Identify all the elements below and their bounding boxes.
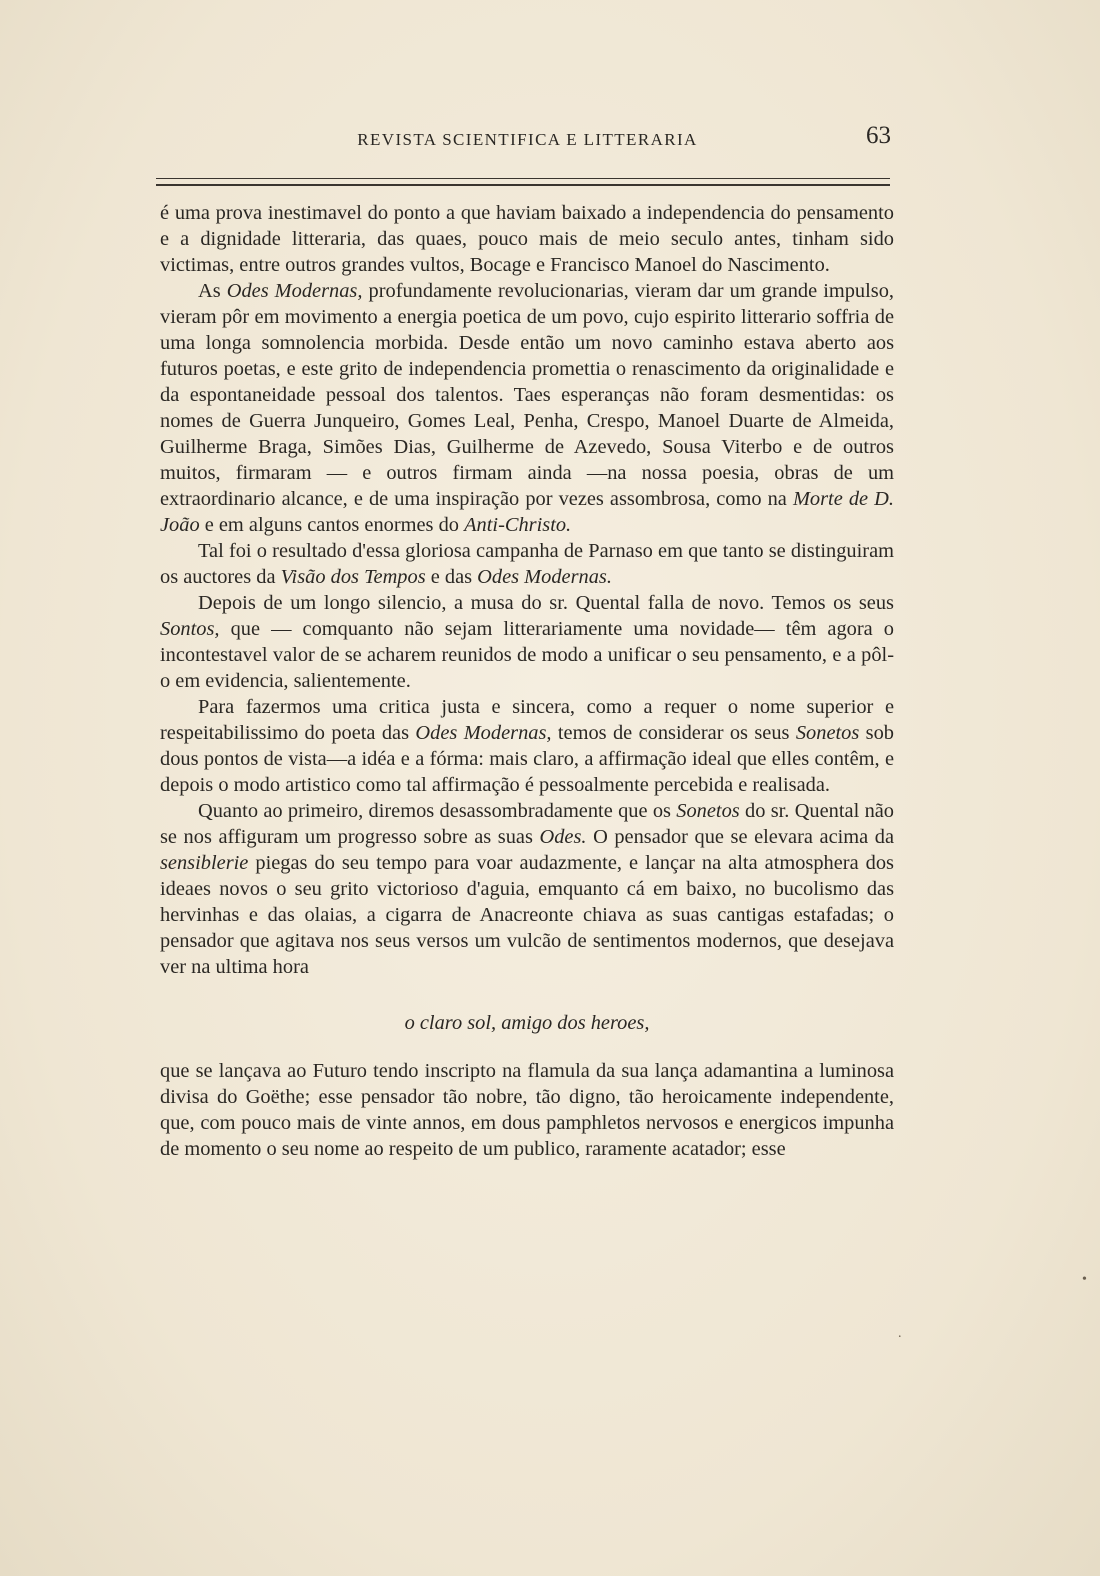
text-span: Quanto ao primeiro, diremos desassombradamente que os: [198, 800, 677, 822]
italic-title: Odes Modernas.: [477, 566, 612, 588]
italic-title: Sonetos: [795, 722, 860, 744]
text-span: Para fazermos uma critica justa e sincera, como a requer o nome superior e respeitabilissimo do poeta das: [160, 696, 894, 744]
italic-word: sensiblerie: [160, 852, 249, 874]
italic-title: Morte de D. João: [160, 488, 894, 536]
text-span: Depois de um longo silencio, a musa do sr. Quental falla de novo. Temos os seus: [198, 592, 894, 614]
running-title: REVISTA SCIENTIFICA E LITTERARIA: [357, 130, 698, 149]
text-span: piegas do seu tempo para voar audazmente, e lançar na alta atmosphera dos ideaes novos o seu grito victorioso d'aguia, emquanto cá em baixo, no bucolismo das hervinhas e das olaias, a cigarra de Anacreonte chiava as suas cantigas estafadas; o pensador que agitava nos seus versos um vulcão de sentimentos modernos, que desejava ver na ultima hora: [160, 852, 894, 978]
text-span: Tal foi o resultado d'essa gloriosa campanha de Parnaso em que tanto se distinguiram os auctores da: [160, 540, 894, 588]
text-span: O pensador que se elevara acima da: [586, 826, 895, 848]
text-span: e em alguns cantos enormes do: [199, 514, 465, 536]
paragraph-1: [160, 200, 894, 278]
italic-title: Odes.: [539, 826, 587, 848]
italic-title: Sontos,: [160, 618, 220, 640]
text-span: e das: [425, 566, 478, 588]
page-header: [160, 122, 895, 162]
body-text: [160, 200, 894, 1162]
italic-title: Odes Modernas,: [415, 722, 552, 744]
paragraph-5: [160, 694, 894, 798]
text-span: sob dous pontos de vista—a idéa e a fórma: mais claro, a affirmação ideal que elles contêm, e depois o modo artistico como tal affirmação é pessoalmente percebida e realisada.: [160, 722, 894, 796]
quote-text: o claro sol, amigo dos heroes,: [404, 1012, 650, 1034]
text-span: temos de considerar os seus: [551, 722, 796, 744]
italic-title: Visão dos Tempos: [280, 566, 426, 588]
margin-dot: •: [1082, 1272, 1087, 1287]
paragraph-4: [160, 590, 894, 694]
italic-title: Sonetos: [676, 800, 740, 822]
header-rule: [156, 178, 890, 186]
text-span: As: [198, 280, 227, 302]
text-span: do sr. Quental não se nos affiguram um progresso sobre as suas: [160, 800, 895, 848]
italic-title: Odes Modernas,: [226, 280, 363, 302]
text-span: que se lançava ao Futuro tendo inscripto na flamula da sua lança adamantina a luminosa divisa do Goëthe; esse pensador tão nobre, tão digno, tão heroicamente independente, que, com pouco mais de vinte annos, em dous pamphletos nervosos e energicos impunha de momento o seu nome ao respeito de um publico, raramente acatador; esse: [160, 1060, 894, 1160]
paragraph-7: [160, 1058, 894, 1162]
page-number: 63: [866, 122, 891, 149]
paragraph-6: [160, 798, 894, 980]
paragraph-2: [160, 278, 894, 538]
text-span: que — comquanto não sejam litterariamente uma novidade— têm agora o incontestavel valor de se acharem reunidos de modo a unificar o seu pensamento, e a pôl-o em evidencia, salientemente.: [160, 618, 894, 692]
text-span: é uma prova inestimavel do ponto a que haviam baixado a independencia do pensamento e a dignidade litteraria, das quaes, pouco mais de meio seculo antes, tinham sido victimas, entre outros grandes vultos, Bocage e Francisco Manoel do Nascimento.: [160, 202, 894, 276]
verse-quote: [160, 1010, 894, 1036]
paragraph-3: [160, 538, 894, 590]
italic-title: Anti-Christo.: [464, 514, 572, 536]
margin-dot: .: [898, 1326, 902, 1341]
text-span: profundamente revolucionarias, vieram dar um grande impulso, vieram pôr em movimento a energia poetica de um povo, cujo espirito litterario soffria de uma longa somnolencia morbida. Desde então um novo caminho estava aberto aos futuros poetas, e este grito de independencia promettia o renascimento da originalidade e da espontaneidade pessoal dos talentos. Taes esperanças não foram desmentidas: os nomes de Guerra Junqueiro, Gomes Leal, Penha, Crespo, Manoel Duarte de Almeida, Guilherme Braga, Simões Dias, Guilherme de Azevedo, Sousa Viterbo e de outros muitos, firmaram — e outros firmam ainda —na nossa poesia, obras de um extraordinario alcance, e de uma inspiração por vezes assombrosa, como na: [160, 280, 895, 510]
